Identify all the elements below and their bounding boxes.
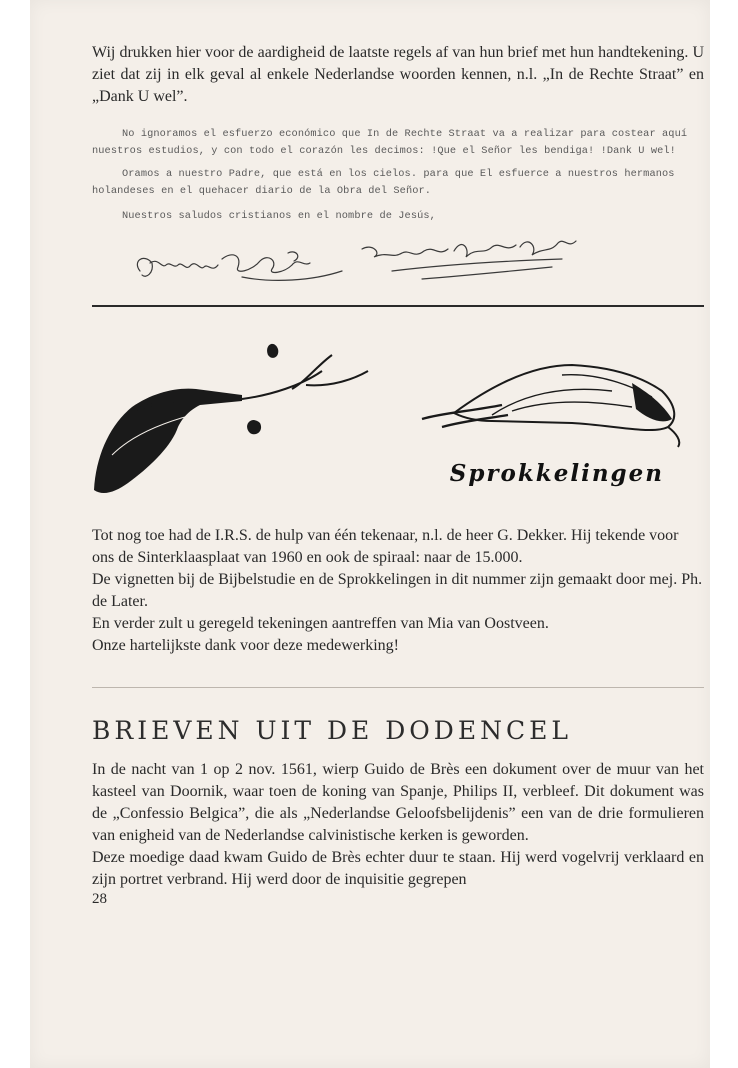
page-content bbox=[92, 42, 704, 908]
sprokkelingen-line-4: Onze hartelijkste dank voor deze medewerking! bbox=[92, 637, 399, 654]
sprokkelingen-line-1: Tot nog toe had de I.R.S. de hulp van één tekenaar, n.l. de heer G. Dekker. Hij tekende voor ons de Sinterklaasplaat van 1960 en ook de spiraal: naar de 15.000. bbox=[92, 527, 679, 566]
signature-drawing bbox=[92, 231, 704, 295]
letter-excerpt bbox=[92, 126, 704, 225]
page-number: 28 bbox=[92, 891, 107, 907]
signature-margarita bbox=[137, 252, 342, 280]
letter-paragraph-1: No ignoramos el esfuerzo económico que In de Rechte Straat va a realizar para costear aquí nuestros estudios, y con todo el corazón les decimos: !Que el Señor les bendiga! !Dank U wel! bbox=[92, 128, 688, 157]
divider-thin bbox=[92, 687, 704, 688]
intro-paragraph: Wij drukken hier voor de aardigheid de laatste regels af van hun brief met hun handtekening. U ziet dat zij in elk geval al enkele Nederlandse woorden kennen, n.l. „In de Rechte Straat” en „Dank U wel”. bbox=[92, 44, 704, 105]
vignette-title: Sprokkelingen bbox=[449, 460, 664, 487]
letter-greeting: Nuestros saludos cristianos en el nombre de Jesús, bbox=[122, 210, 436, 222]
sprokkelingen-line-3: En verder zult u geregeld tekeningen aantreffen van Mia van Oostveen. bbox=[92, 615, 549, 632]
signatures bbox=[92, 231, 704, 295]
right-hand-drawing bbox=[422, 365, 679, 447]
section-paragraph-1: In de nacht van 1 op 2 nov. 1561, wierp Guido de Brès een dokument over de muur van het kasteel van Doornik, waar toen de koning van Spanje, Philips II, verbleef. Dit dokument was de „Confessio Belgica”, die als „Nederlandse Geloofsbelijdenis” een van de drie formulieren van enigheid van de Nederlandse calvinistische kerken is geworden. bbox=[92, 761, 704, 844]
sprokkelingen-vignette bbox=[92, 315, 704, 505]
magazine-page bbox=[30, 0, 710, 1068]
left-hand-drawing bbox=[94, 344, 368, 493]
section-body bbox=[92, 759, 704, 891]
section-title: BRIEVEN UIT DE DODENCEL bbox=[92, 716, 572, 745]
divider-thick bbox=[92, 305, 704, 307]
sprokkelingen-line-2: De vignetten bij de Bijbelstudie en de Sprokkelingen in dit nummer zijn gemaakt door mej. Ph. de Later. bbox=[92, 571, 703, 610]
signature-eugenio bbox=[362, 241, 576, 279]
sprokkelingen-text bbox=[92, 525, 704, 657]
letter-paragraph-2: Oramos a nuestro Padre, que está en los cielos. para que El esfuerce a nuestros hermanos holandeses en el quehacer diario de la Obra del Señor. bbox=[92, 168, 675, 197]
section-paragraph-2: Deze moedige daad kwam Guido de Brès echter duur te staan. Hij werd vogelvrij verklaard en zijn portret verbrand. Hij werd door de inquisitie gegrepen bbox=[92, 849, 704, 888]
